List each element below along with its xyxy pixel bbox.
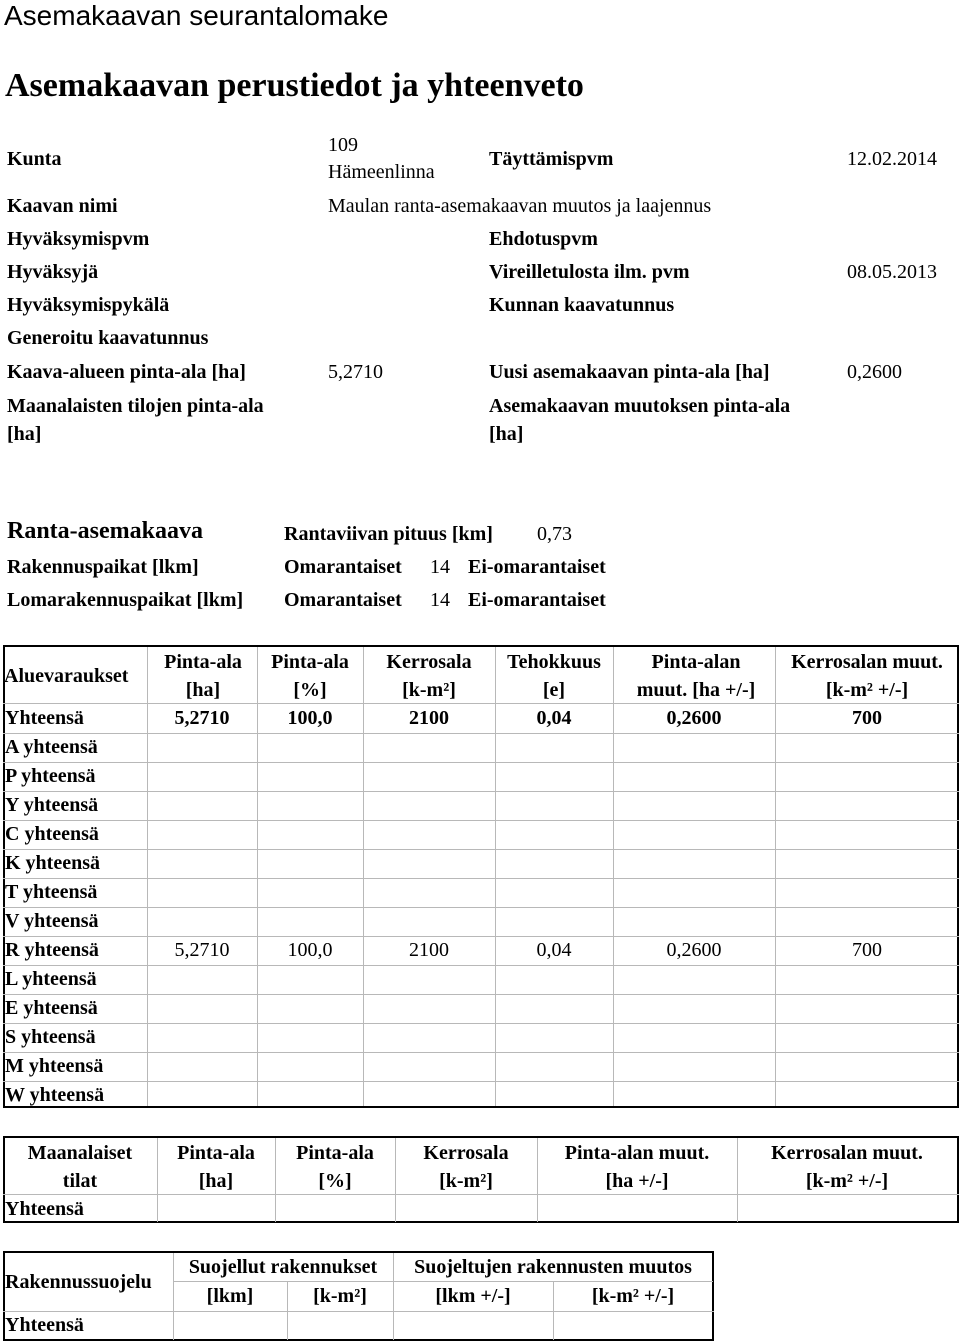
rantaviiva-value: 0,73: [537, 523, 572, 545]
kaava-alue-value: 5,2710: [328, 361, 383, 383]
row-label: V yhteensä: [5, 910, 99, 932]
table-cell: 700: [852, 707, 882, 729]
tayttamispvm-label: Täyttämispvm: [489, 148, 614, 170]
suojelu-border-bottom: [3, 1339, 714, 1341]
maanalaiset-border-top: [3, 1136, 959, 1138]
rakennuspaikat-omarantaiset-label: Omarantaiset: [284, 556, 402, 578]
rakennuspaikat-label: Rakennuspaikat [lkm]: [7, 556, 199, 578]
hyvaksyja-label: Hyväksyjä: [7, 261, 99, 283]
table-cell: 0,04: [536, 939, 572, 961]
col-header-tehokkuus-unit: [e]: [542, 679, 566, 701]
kaavan-nimi-label: Kaavan nimi: [7, 195, 118, 217]
vireille-label: Vireilletulosta ilm. pvm: [489, 261, 690, 283]
table-cell: 2100: [409, 939, 449, 961]
col-header-aluevaraukset: Aluevaraukset: [4, 665, 129, 687]
row-label: S yhteensä: [5, 1026, 96, 1048]
maanalaiset-header-kerrosalan-muut-unit: [k-m² +/-]: [805, 1170, 889, 1192]
table-cell: 0,2600: [666, 939, 722, 961]
maanalaiset-header-kerrosalan-muut: Kerrosalan muut.: [771, 1142, 923, 1164]
suojelu-sub-km2-change: [k-m² +/-]: [591, 1285, 675, 1307]
table-cell: 5,2710: [174, 939, 230, 961]
maanalaiset-header-kerrosala: Kerrosala: [423, 1142, 509, 1164]
kunta-code: 109: [328, 134, 358, 156]
col-header-pinta-ala-ha: Pinta-ala: [164, 651, 242, 673]
lomarakennuspaikat-label: Lomarakennuspaikat [lkm]: [7, 589, 244, 611]
row-divider: [3, 965, 959, 966]
col-header-kerrosalan-muut-unit: [k-m² +/-]: [825, 679, 909, 701]
row-divider: [3, 733, 959, 734]
row-divider: [3, 791, 959, 792]
maanalaiset-header-title-2: tilat: [62, 1170, 98, 1192]
suojelu-sub-lkm-change: [lkm +/-]: [435, 1285, 511, 1307]
row-label: E yhteensä: [5, 997, 98, 1019]
row-divider: [3, 1052, 959, 1053]
row-label: M yhteensä: [5, 1055, 104, 1077]
rantaviiva-label: Rantaviivan pituus [km]: [284, 523, 493, 545]
row-divider: [3, 820, 959, 821]
uusi-pinta-ala-label: Uusi asemakaavan pinta-ala [ha]: [489, 361, 770, 383]
table-cell: 100,0: [287, 707, 333, 729]
maanalaiset-border-right: [957, 1136, 959, 1223]
kunta-label: Kunta: [7, 148, 62, 170]
lomarakennuspaikat-omarantaiset-value: 14: [430, 589, 450, 611]
kaava-alue-label: Kaava-alueen pinta-ala [ha]: [7, 361, 246, 383]
kaavan-nimi-value: Maulan ranta-asemakaavan muutos ja laajennus: [328, 195, 712, 217]
table-cell: 100,0: [287, 939, 333, 961]
suojelu-title: Rakennussuojelu: [5, 1271, 152, 1293]
table-cell: 0,2600: [666, 707, 722, 729]
col-header-kerrosalan-muut: Kerrosalan muut.: [791, 651, 943, 673]
maanalaisten-label-line2: [ha]: [7, 423, 42, 445]
kunnan-kaavatunnus-label: Kunnan kaavatunnus: [489, 294, 675, 316]
col-header-pinta-ala-ha-unit: [ha]: [185, 679, 221, 701]
suojelu-group-muutos: Suojeltujen rakennusten muutos: [414, 1256, 692, 1278]
hyvaksymispykala-label: Hyväksymispykälä: [7, 294, 170, 316]
maanalaiset-header-pinta-ala-ha-unit: [ha]: [198, 1170, 234, 1192]
rakennuspaikat-omarantaiset-value: 14: [430, 556, 450, 578]
maanalaiset-header-pinta-ala-pct: Pinta-ala: [296, 1142, 374, 1164]
maanalaiset-header-pinta-ala-pct-unit: [%]: [318, 1170, 352, 1192]
row-divider: [3, 994, 959, 995]
maanalaiset-header-pinta-alan-muut: Pinta-alan muut.: [564, 1142, 710, 1164]
table-border-bottom: [3, 1106, 959, 1108]
col-header-pinta-ala-pct-unit: [%]: [293, 679, 327, 701]
tayttamispvm-value: 12.02.2014: [847, 148, 937, 170]
kunta-name: Hämeenlinna: [328, 161, 435, 183]
muutoksen-label-line2: [ha]: [489, 423, 524, 445]
suojelu-sub-km2: [k-m²]: [313, 1285, 367, 1307]
row-label: C yhteensä: [5, 823, 99, 845]
maanalaiset-header-title: Maanalaiset: [27, 1142, 133, 1164]
col-header-pinta-alan-muut-unit: muut. [ha +/-]: [636, 679, 756, 701]
row-label: Yhteensä: [5, 707, 84, 729]
maanalaiset-header-pinta-ala-ha: Pinta-ala: [177, 1142, 255, 1164]
table-cell: 2100: [409, 707, 449, 729]
table-cell: 700: [852, 939, 882, 961]
col-header-tehokkuus: Tehokkuus: [507, 651, 601, 673]
col-header-pinta-alan-muut: Pinta-alan: [651, 651, 741, 673]
row-label: R yhteensä: [5, 939, 99, 961]
generoitu-kaavatunnus-label: Generoitu kaavatunnus: [7, 327, 209, 349]
lomarakennuspaikat-ei-omarantaiset-label: Ei-omarantaiset: [468, 589, 606, 611]
row-divider: [3, 1023, 959, 1024]
row-divider: [3, 762, 959, 763]
row-label: P yhteensä: [5, 765, 96, 787]
row-label: Y yhteensä: [5, 794, 99, 816]
row-label: A yhteensä: [5, 736, 98, 758]
vireille-value: 08.05.2013: [847, 261, 937, 283]
lomarakennuspaikat-omarantaiset-label: Omarantaiset: [284, 589, 402, 611]
suojelu-group-divider: [173, 1281, 713, 1282]
form-title: Asemakaavan seurantalomake: [4, 0, 389, 31]
row-divider: [3, 878, 959, 879]
row-label: W yhteensä: [5, 1084, 105, 1106]
maanalaiset-header-pinta-alan-muut-unit: [ha +/-]: [605, 1170, 669, 1192]
muutoksen-label-line1: Asemakaavan muutoksen pinta-ala: [489, 395, 791, 417]
suojelu-border-top: [3, 1251, 714, 1253]
row-label: L yhteensä: [5, 968, 97, 990]
hyvaksymispvm-label: Hyväksymispvm: [7, 228, 150, 250]
maanalaiset-border-bottom: [3, 1221, 959, 1223]
suojelu-group-suojellut: Suojellut rakennukset: [188, 1256, 378, 1278]
suojelu-total-label: Yhteensä: [5, 1314, 84, 1336]
table-cell: 5,2710: [174, 707, 230, 729]
table-cell: 0,04: [536, 707, 572, 729]
maanalaisten-label-line1: Maanalaisten tilojen pinta-ala: [7, 395, 264, 417]
col-header-pinta-ala-pct: Pinta-ala: [271, 651, 349, 673]
col-header-kerrosala: Kerrosala: [386, 651, 472, 673]
row-divider: [3, 936, 959, 937]
suojelu-sub-lkm: [lkm]: [206, 1285, 254, 1307]
row-divider: [3, 849, 959, 850]
maanalaiset-total-label: Yhteensä: [5, 1198, 84, 1220]
row-label: K yhteensä: [5, 852, 100, 874]
ranta-title: Ranta-asemakaava: [7, 518, 203, 544]
uusi-pinta-ala-value: 0,2600: [847, 361, 902, 383]
suojelu-header-divider: [3, 1311, 714, 1312]
row-divider: [3, 1081, 959, 1082]
maanalaiset-header-divider: [3, 1194, 959, 1195]
page-title: Asemakaavan perustiedot ja yhteenveto: [5, 67, 584, 104]
row-label: T yhteensä: [5, 881, 98, 903]
rakennuspaikat-ei-omarantaiset-label: Ei-omarantaiset: [468, 556, 606, 578]
ehdotuspvm-label: Ehdotuspvm: [489, 228, 598, 250]
row-divider: [3, 907, 959, 908]
maanalaiset-header-kerrosala-unit: [k-m²]: [439, 1170, 493, 1192]
col-header-kerrosala-unit: [k-m²]: [402, 679, 456, 701]
